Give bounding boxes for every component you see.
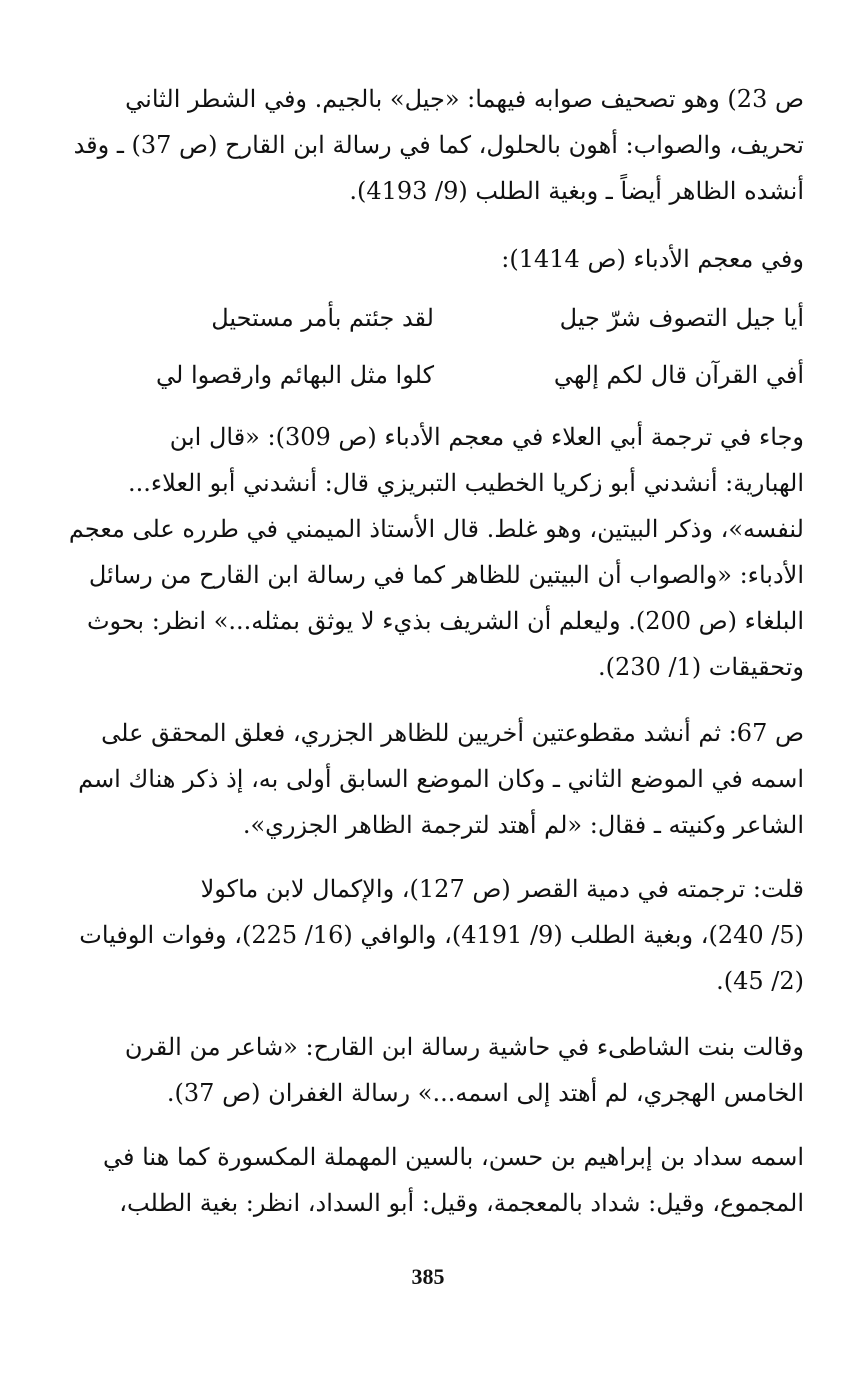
- page-number: 385: [411, 1264, 445, 1289]
- text-line: وجاء في ترجمة أبي العلاء في معجم الأدباء (ص 309): «قال ابن: [169, 423, 804, 451]
- verse-line: [64, 295, 804, 341]
- text-line: (5/ 240)، وبغية الطلب (9/ 4191)، والوافي (16/ 225)، وفوات الوفيات: [79, 921, 804, 949]
- paragraph-2: [64, 236, 804, 282]
- text-line: المجموع، وقيل: شداد بالمعجمة، وقيل: أبو السداد، انظر: بغية الطلب،: [119, 1189, 804, 1217]
- text-line: لنفسه»، وذكر البيتين، وهو غلط. قال الأستاذ الميمني في طرره على معجم: [68, 515, 804, 543]
- text-line: الخامس الهجري، لم أهتد إلى اسمه...» رسالة الغفران (ص 37).: [166, 1079, 804, 1107]
- text-line: وفي معجم الأدباء (ص 1414):: [501, 245, 804, 273]
- paragraph-1: [64, 76, 804, 214]
- text-line: اسمه سداد بن إبراهيم بن حسن، بالسين المهملة المكسورة كما هنا في: [102, 1143, 804, 1171]
- text-line: الأدباء: «والصواب أن البيتين للظاهر كما في رسالة ابن القارح من رسائل: [88, 561, 804, 589]
- text-line: ص 67: ثم أنشد مقطوعتين أخريين للظاهر الجزري، فعلق المحقق على: [101, 719, 804, 747]
- text-line: وقالت بنت الشاطىء في حاشية رسالة ابن القارح: «شاعر من القرن: [124, 1033, 804, 1061]
- paragraph-3: [64, 414, 804, 690]
- verse-second-hemistich: لقد جئتم بأمر مستحيل: [211, 304, 434, 332]
- verse-first-hemistich: أيا جيل التصوف شرّ جيل: [559, 304, 804, 332]
- paragraph-6: [64, 1024, 804, 1116]
- text-line: اسمه في الموضع الثاني ـ وكان الموضع السابق أولى به، إذ ذكر هناك اسم: [78, 765, 804, 793]
- verse-second-hemistich: كلوا مثل البهائم وارقصوا لي: [156, 361, 434, 389]
- text-line: (2/ 45).: [716, 967, 804, 995]
- paragraph-4: [64, 710, 804, 848]
- text-line: قلت: ترجمته في دمية القصر (ص 127)، والإكمال لابن ماكولا: [200, 875, 804, 903]
- text-line: وتحقيقات (1/ 230).: [598, 653, 804, 681]
- paragraph-5: [64, 866, 804, 1004]
- text-line: الهبارية: أنشدني أبو زكريا الخطيب التبريزي قال: أنشدني أبو العلاء...: [127, 469, 804, 497]
- verse-line: [64, 352, 804, 398]
- text-line: تحريف، والصواب: أهون بالحلول، كما في رسالة ابن القارح (ص 37) ـ وقد: [73, 131, 804, 159]
- paragraph-7: [64, 1134, 804, 1226]
- text-line: البلغاء (ص 200). وليعلم أن الشريف بذيء لا يوثق بمثله...» انظر: بحوث: [86, 607, 804, 635]
- text-line: الشاعر وكنيته ـ فقال: «لم أهتد لترجمة الظاهر الجزري».: [242, 811, 804, 839]
- verse-first-hemistich: أفي القرآن قال لكم إلهي: [553, 361, 804, 389]
- text-line: أنشده الظاهر أيضاً ـ وبغية الطلب (9/ 4193).: [349, 177, 804, 205]
- text-line: ص 23) وهو تصحيف صوابه فيهما: «جيل» بالجيم. وفي الشطر الثاني: [125, 85, 804, 113]
